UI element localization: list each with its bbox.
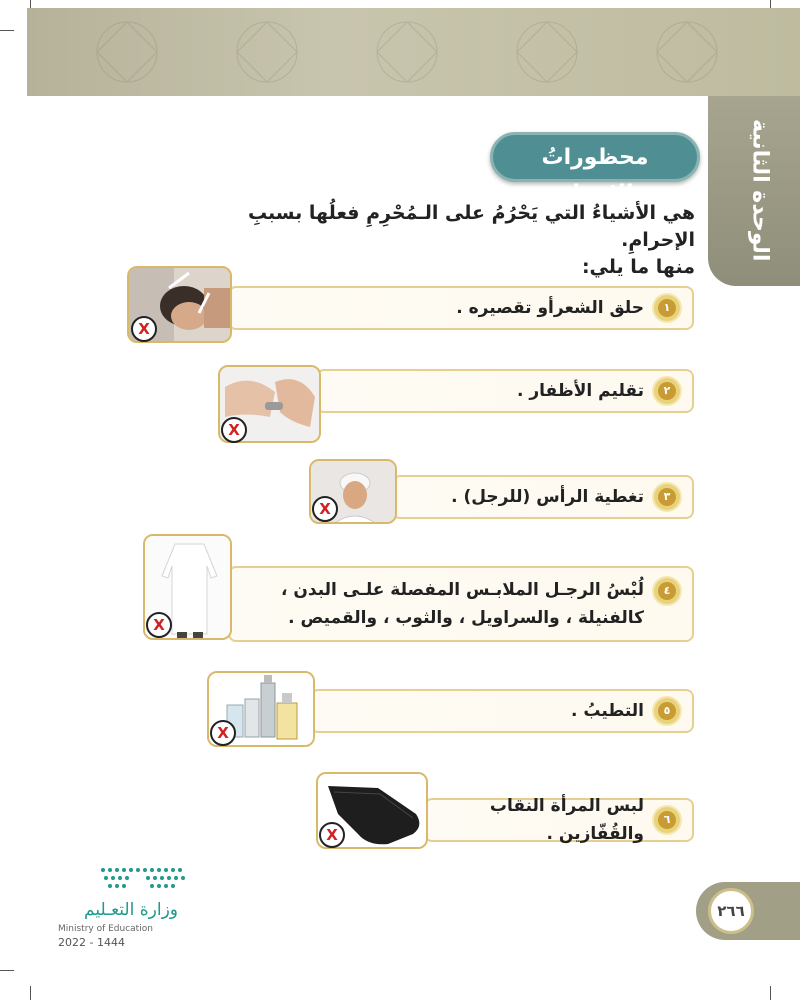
header-banner <box>27 8 800 96</box>
item-number-6: ٦ <box>654 807 680 833</box>
item-text-3: تغطية الرأس (للرجل) . <box>451 487 644 507</box>
item-text-5: التطيبُ . <box>570 701 644 721</box>
prohibited-x-icon: X <box>221 417 247 443</box>
section-title: محظوراتُ الإحرامِ <box>541 145 649 206</box>
item-text-2: تقليم الأظفار . <box>516 381 644 401</box>
islamic-pattern-icon <box>27 8 800 96</box>
ministry-logo <box>58 862 198 957</box>
crop-mark <box>0 970 14 971</box>
edition-year: 2022 - 1444 <box>58 936 125 949</box>
item-number-1: ١ <box>654 295 680 321</box>
item-number-2: ٢ <box>654 378 680 404</box>
intro-line-1: هي الأشياءُ التي يَحْرُمُ على الـمُحْرِمِ فعلُها بسببِ الإحرامِ. <box>247 202 695 251</box>
item-number-5: ٥ <box>654 698 680 724</box>
list-item-4 <box>228 566 694 642</box>
item-number-4: ٤ <box>654 578 680 604</box>
unit-label: الوحدة الثانية <box>747 118 773 262</box>
page-number: ٢٦٦ <box>708 888 754 934</box>
prohibited-x-icon: X <box>131 316 157 342</box>
crop-mark <box>770 986 771 1000</box>
intro-line-2: منها ما يلي: <box>581 256 695 278</box>
ministry-name-english: Ministry of Education <box>58 924 153 934</box>
list-item-5 <box>310 689 694 733</box>
ministry-name-arabic: وزارة التعـليم <box>84 900 178 920</box>
list-item-3 <box>392 475 694 519</box>
crop-mark <box>30 986 31 1000</box>
list-item-6 <box>424 798 694 842</box>
crop-mark <box>0 30 14 31</box>
intro-text <box>230 200 695 281</box>
prohibited-x-icon: X <box>210 720 236 746</box>
item-text-6: لبس المرأة النقاب والقُفّازين . <box>489 796 644 844</box>
item-text-4-line-1: لُبْسُ الرجـل الملابـس المفصلة علـى البدن ، <box>281 580 644 600</box>
list-item-2 <box>316 369 694 413</box>
list-item-1 <box>228 286 694 330</box>
prohibited-x-icon: X <box>146 612 172 638</box>
item-text-1: حلق الشعرأو تقصيره . <box>456 298 644 318</box>
item-text-4 <box>281 576 644 632</box>
prohibited-x-icon: X <box>319 822 345 848</box>
item-number-3: ٣ <box>654 484 680 510</box>
item-text-4-line-2: كالفنيلة ، والسراويل ، والثوب ، والقميص . <box>288 608 644 628</box>
ministry-dots-logo-icon <box>98 862 193 892</box>
prohibited-x-icon: X <box>312 496 338 522</box>
